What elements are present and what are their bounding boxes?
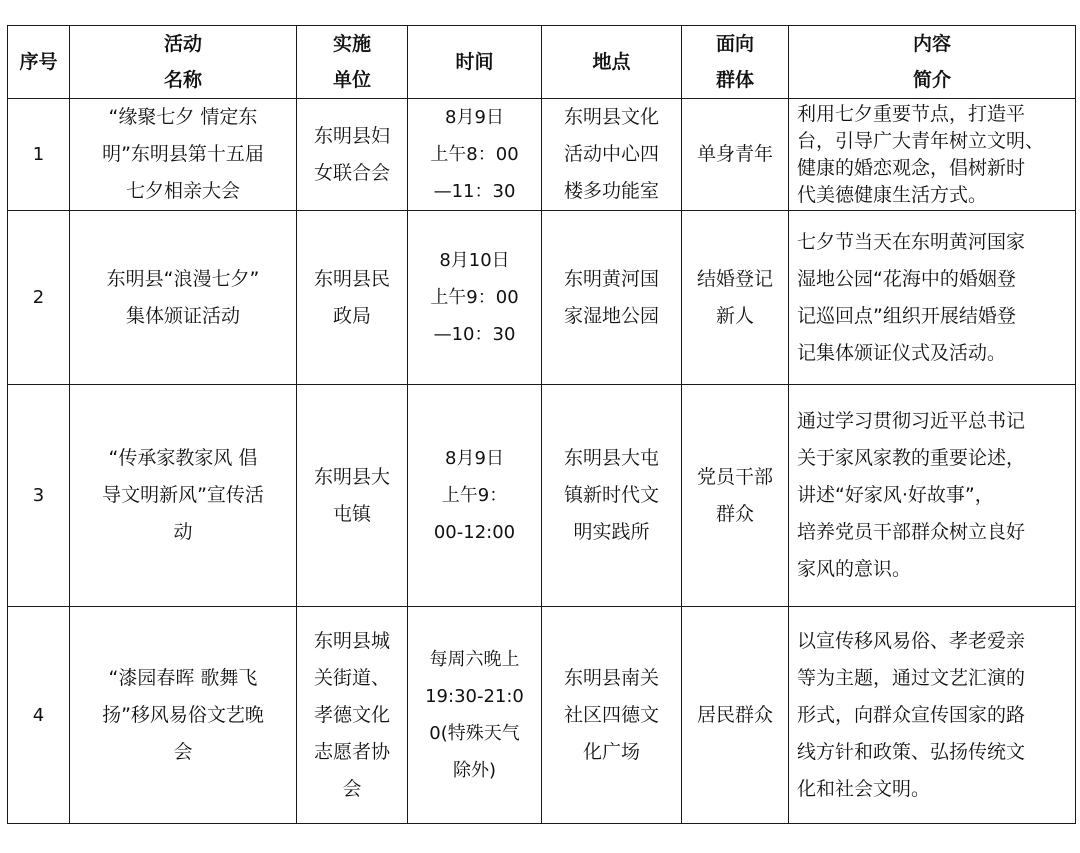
header-label-line: 序号 bbox=[19, 51, 58, 73]
header-time bbox=[408, 26, 542, 99]
header-label-line: 实施 bbox=[332, 33, 371, 55]
cell-text-line: 政局 bbox=[332, 304, 371, 327]
cell-no: 2 bbox=[8, 211, 70, 385]
cell-text-line: 动 bbox=[173, 521, 193, 543]
cell-text-line: 东明县民 bbox=[313, 267, 390, 290]
cell-text-line: 以宣传移风易俗、孝老爱亲 bbox=[797, 629, 1026, 652]
header-intro bbox=[789, 26, 1076, 99]
cell-text-line: 东明县文化 bbox=[563, 106, 659, 128]
cell-text-line: 家湿地公园 bbox=[563, 304, 659, 327]
header-place bbox=[542, 26, 682, 99]
cell-text-line: 记巡回点”组织开展结婚登 bbox=[797, 304, 1016, 327]
cell-text-line: 代美德健康生活方式。 bbox=[797, 183, 988, 206]
cell-text-line: 明实践所 bbox=[573, 521, 650, 543]
cell-intro bbox=[789, 385, 1076, 607]
cell-text-line: 新人 bbox=[715, 304, 754, 327]
cell-text-line: 导文明新风”宣传活 bbox=[102, 484, 264, 506]
cell-text-line: 群众 bbox=[715, 502, 754, 525]
header-label-line: 群体 bbox=[715, 69, 754, 91]
cell-text-line: 东明黄河国 bbox=[563, 267, 659, 290]
cell-unit bbox=[297, 607, 408, 824]
cell-text-line: 志愿者协 bbox=[313, 740, 390, 763]
cell-text-line: 扬”移风易俗文艺晚 bbox=[102, 703, 264, 726]
cell-text-line: 利用七夕重要节点，打造平 bbox=[797, 102, 1026, 125]
cell-text-line: 活动中心四 bbox=[563, 143, 659, 165]
cell-text-line: 孝德文化 bbox=[313, 703, 390, 726]
cell-activity-name bbox=[70, 385, 297, 607]
cell-text-line: 镇新时代文 bbox=[563, 484, 659, 506]
cell-text-line: 上午8：00 bbox=[430, 144, 519, 165]
header-name bbox=[70, 26, 297, 99]
cell-text-line: 健康的婚恋观念，倡树新时 bbox=[797, 156, 1026, 179]
cell-text-line: “漆园春晖 歌舞飞 bbox=[108, 666, 258, 689]
activity-table bbox=[7, 25, 1076, 824]
cell-text-line: 七夕节当天在东明黄河国家 bbox=[797, 230, 1026, 253]
cell-text-line: 记集体颁证仪式及活动。 bbox=[797, 341, 1007, 364]
cell-text-line: 讲述“好家风·好故事”， bbox=[797, 484, 994, 506]
cell-text-line: 除外) bbox=[452, 760, 497, 781]
cell-text-line: 女联合会 bbox=[313, 161, 390, 184]
cell-text-line: 集体颁证活动 bbox=[125, 304, 240, 327]
cell-intro bbox=[789, 99, 1076, 211]
header-label-line: 单位 bbox=[332, 69, 371, 91]
table-body bbox=[8, 99, 1076, 824]
cell-text-line: 社区四德文 bbox=[563, 703, 659, 726]
cell-text-line: 结婚登记 bbox=[696, 267, 773, 290]
header-label-line: 活动 bbox=[163, 33, 202, 55]
cell-group bbox=[682, 211, 789, 385]
cell-text-line: 化广场 bbox=[582, 740, 640, 763]
cell-text-line: 会 bbox=[173, 740, 193, 763]
header-group bbox=[682, 26, 789, 99]
cell-text-line: 会 bbox=[342, 777, 362, 800]
cell-text-line: 形式，向群众宣传国家的路 bbox=[797, 703, 1026, 726]
table-header-row bbox=[8, 26, 1076, 99]
cell-unit bbox=[297, 211, 408, 385]
cell-intro bbox=[789, 607, 1076, 824]
activity-table-wrapper bbox=[7, 25, 1075, 824]
cell-text-line: 培养党员干部群众树立良好 bbox=[797, 521, 1026, 543]
header-label-line: 时间 bbox=[455, 51, 494, 73]
cell-place bbox=[542, 607, 682, 824]
cell-text-line: 8月10日 bbox=[439, 250, 510, 271]
cell-text-line: 东明县大屯 bbox=[563, 447, 659, 469]
cell-place bbox=[542, 385, 682, 607]
cell-text-line: 明”东明县第十五届 bbox=[102, 143, 264, 165]
cell-time bbox=[408, 99, 542, 211]
header-label-line: 内容 bbox=[912, 33, 951, 55]
cell-text-line: 台，引导广大青年树立文明、 bbox=[797, 129, 1045, 152]
cell-place bbox=[542, 99, 682, 211]
cell-activity-name bbox=[70, 211, 297, 385]
cell-text-line: 湿地公园“花海中的婚姻登 bbox=[797, 267, 1016, 290]
header-no bbox=[8, 26, 70, 99]
cell-text-line: 关街道、 bbox=[313, 666, 390, 689]
cell-no: 3 bbox=[8, 385, 70, 607]
cell-text-line: 8月9日 bbox=[445, 107, 504, 128]
cell-text-line: 每周六晚上 bbox=[429, 649, 520, 670]
cell-text-line: 东明县大 bbox=[313, 465, 390, 488]
cell-text-line: 等为主题，通过文艺汇演的 bbox=[797, 666, 1026, 689]
cell-text-line: 上午9：00 bbox=[430, 287, 519, 308]
cell-group bbox=[682, 99, 789, 211]
cell-text-line: —11：30 bbox=[433, 181, 516, 202]
cell-text-line: 七夕相亲大会 bbox=[125, 180, 240, 202]
header-label-line: 面向 bbox=[715, 33, 754, 55]
cell-time bbox=[408, 607, 542, 824]
header-unit bbox=[297, 26, 408, 99]
cell-text-line: 东明县南关 bbox=[563, 666, 659, 689]
table-row bbox=[8, 607, 1076, 824]
cell-text-line: 单身青年 bbox=[696, 143, 773, 165]
cell-activity-name bbox=[70, 99, 297, 211]
cell-time bbox=[408, 385, 542, 607]
cell-text-line: 东明县城 bbox=[313, 629, 390, 652]
cell-text-line: 家风的意识。 bbox=[797, 558, 912, 580]
cell-text-line: 楼多功能室 bbox=[563, 180, 659, 202]
cell-text-line: 关于家风家教的重要论述， bbox=[797, 447, 1026, 469]
cell-time bbox=[408, 211, 542, 385]
cell-unit bbox=[297, 385, 408, 607]
header-label-line: 名称 bbox=[163, 69, 202, 91]
cell-text-line: 19:30-21:0 bbox=[425, 686, 524, 707]
cell-group bbox=[682, 385, 789, 607]
cell-text-line: 屯镇 bbox=[332, 502, 371, 525]
cell-no: 1 bbox=[8, 99, 70, 211]
cell-place bbox=[542, 211, 682, 385]
table-row bbox=[8, 211, 1076, 385]
cell-text-line: —10：30 bbox=[433, 324, 516, 345]
cell-text-line: 00-12:00 bbox=[433, 522, 516, 543]
cell-intro bbox=[789, 211, 1076, 385]
cell-text-line: 东明县“浪漫七夕” bbox=[106, 267, 260, 290]
header-label-line: 地点 bbox=[592, 51, 631, 73]
cell-activity-name bbox=[70, 607, 297, 824]
table-row bbox=[8, 385, 1076, 607]
cell-text-line: 东明县妇 bbox=[313, 124, 390, 147]
cell-text-line: “缘聚七夕 情定东 bbox=[108, 106, 258, 128]
cell-no: 4 bbox=[8, 607, 70, 824]
cell-text-line: “传承家教家风 倡 bbox=[108, 447, 258, 469]
cell-text-line: 8月9日 bbox=[445, 448, 504, 469]
cell-text-line: 化和社会文明。 bbox=[797, 777, 931, 800]
header-label-line: 简介 bbox=[912, 69, 951, 91]
cell-text-line: 通过学习贯彻习近平总书记 bbox=[797, 410, 1026, 432]
cell-text-line: 上午9： bbox=[441, 485, 508, 506]
table-row bbox=[8, 99, 1076, 211]
cell-text-line: 线方针和政策、弘扬传统文 bbox=[797, 740, 1026, 763]
cell-unit bbox=[297, 99, 408, 211]
cell-text-line: 党员干部 bbox=[696, 465, 773, 488]
cell-group bbox=[682, 607, 789, 824]
cell-text-line: 居民群众 bbox=[696, 703, 773, 726]
cell-text-line: 0(特殊天气 bbox=[429, 723, 520, 744]
